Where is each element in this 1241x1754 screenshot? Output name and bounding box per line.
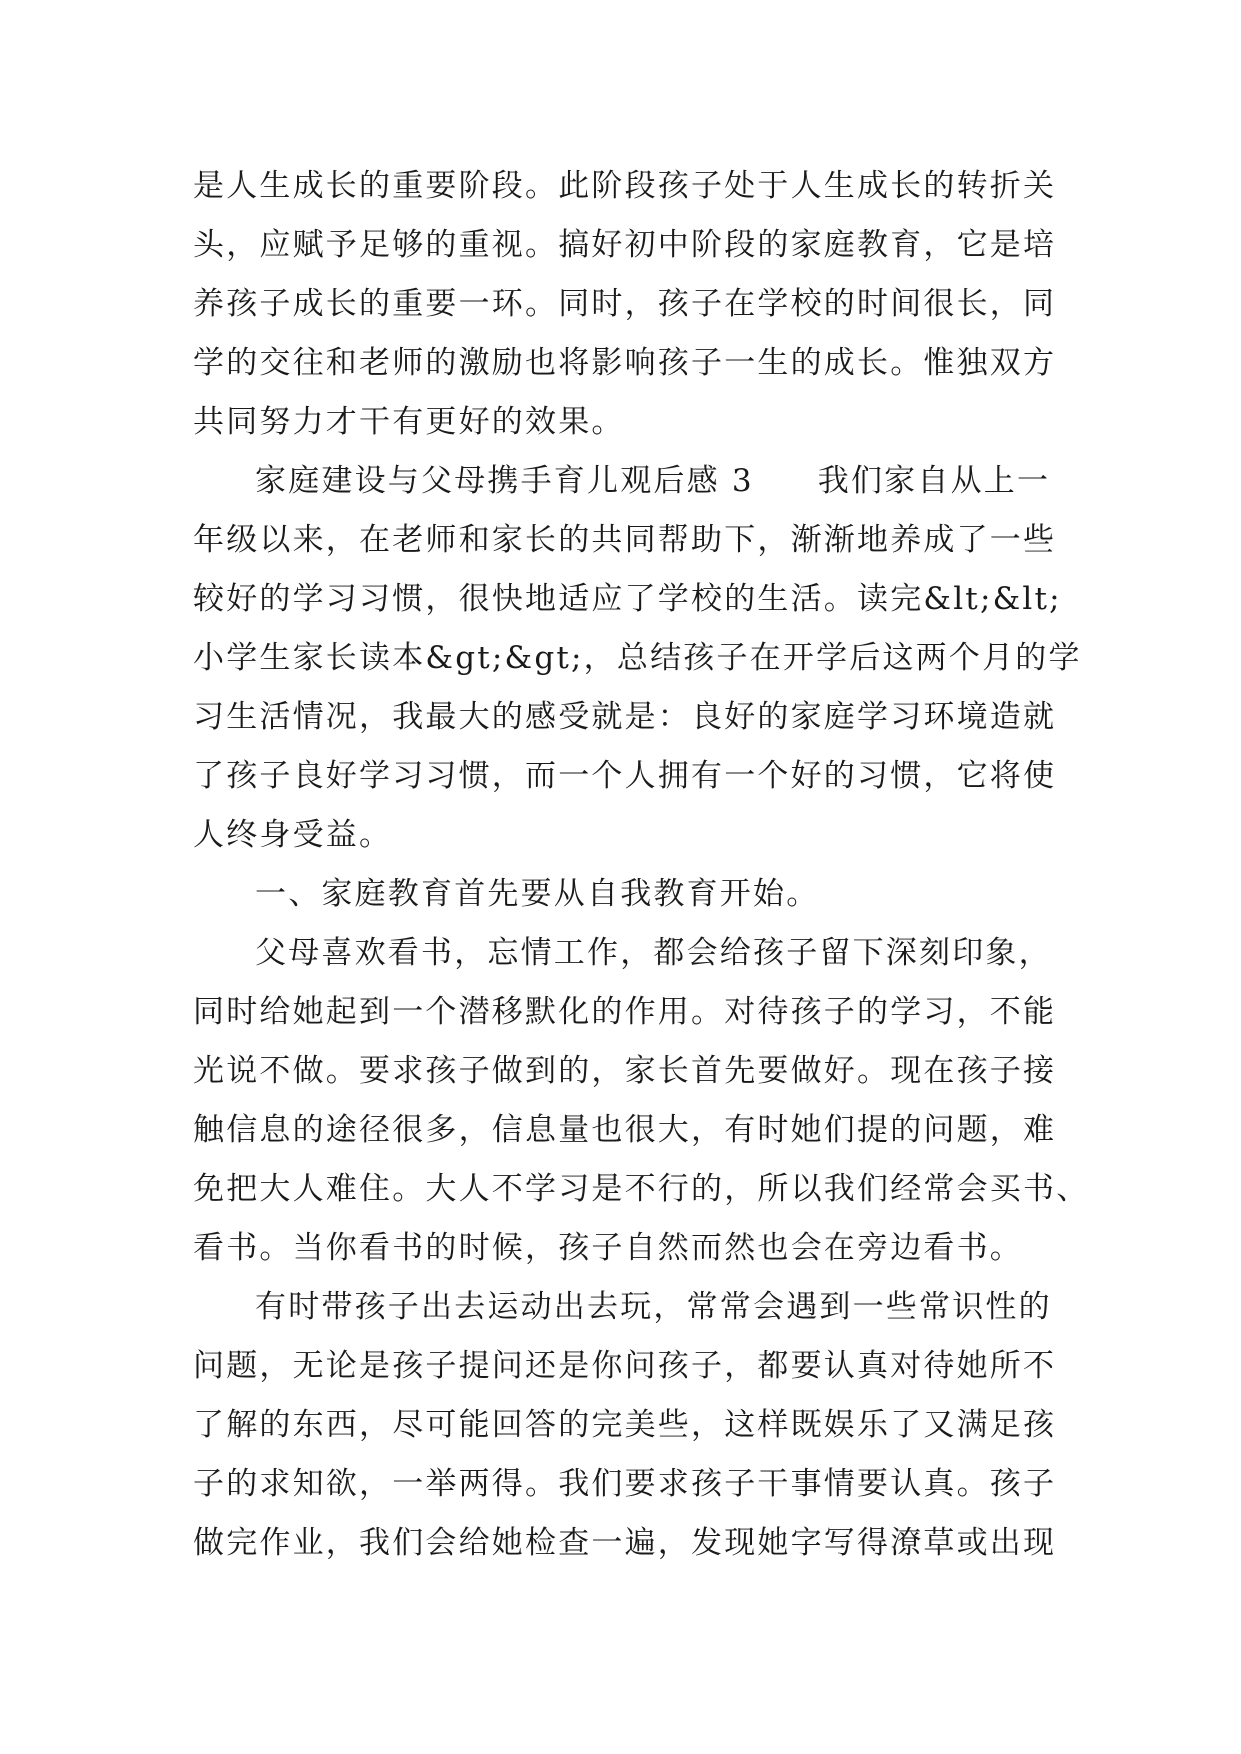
- text-line: 子的求知欲，一举两得。我们要求孩子干事情要认真。孩子: [193, 1466, 1057, 1502]
- text-line: 习生活情况，我最大的感受就是：良好的家庭学习环境造就: [193, 699, 1057, 735]
- text-line: 共同努力才干有更好的效果。: [193, 404, 625, 440]
- paragraph-start-line: 父母喜欢看书，忘情工作，都会给孩子留下深刻印象，: [255, 935, 1052, 971]
- text-line: 同时给她起到一个潜移默化的作用。对待孩子的学习，不能: [193, 994, 1057, 1030]
- paragraph-start-line: 有时带孩子出去运动出去玩，常常会遇到一些常识性的: [255, 1289, 1052, 1325]
- text-line: 了孩子良好学习习惯，而一个人拥有一个好的习惯，它将使: [193, 758, 1057, 794]
- text-line: 年级以来，在老师和家长的共同帮助下，渐渐地养成了一些: [193, 522, 1057, 558]
- section-heading: 家庭建设与父母携手育儿观后感 3: [255, 463, 754, 499]
- text-line: 光说不做。要求孩子做到的，家长首先要做好。现在孩子接: [193, 1053, 1057, 1089]
- text-line: 看书。当你看书的时候，孩子自然而然也会在旁边看书。: [193, 1230, 1023, 1266]
- text-line: 免把大人难住。大人不学习是不行的，所以我们经常会买书、: [193, 1171, 1090, 1207]
- text-line: 做完作业，我们会给她检查一遍，发现她字写得潦草或出现: [193, 1525, 1057, 1561]
- document-body: [193, 157, 1090, 1573]
- text-line: 养孩子成长的重要一环。同时，孩子在学校的时间很长，同: [193, 286, 1057, 322]
- text-line: 是人生成长的重要阶段。此阶段孩子处于人生成长的转折关: [193, 168, 1057, 204]
- subheading-line: 一、家庭教育首先要从自我教育开始。: [255, 876, 820, 912]
- text-line: 学的交往和老师的激励也将影响孩子一生的成长。惟独双方: [193, 345, 1057, 381]
- text-line: 触信息的途径很多，信息量也很大，有时她们提的问题，难: [193, 1112, 1057, 1148]
- text-line: 较好的学习习惯，很快地适应了学校的生活。读完&lt;&lt;: [193, 581, 1062, 617]
- text-line: 了解的东西，尽可能回答的完美些，这样既娱乐了又满足孩: [193, 1407, 1057, 1443]
- text-line: 小学生家长读本&gt;&gt;，总结孩子在开学后这两个月的学: [193, 640, 1082, 676]
- text-line: 头，应赋予足够的重视。搞好初中阶段的家庭教育，它是培: [193, 227, 1057, 263]
- section-heading-line: [193, 452, 1053, 511]
- text-line: 人终身受益。: [193, 817, 393, 853]
- text-line: 问题，无论是孩子提问还是你问孩子，都要认真对待她所不: [193, 1348, 1057, 1384]
- heading-continuation: 我们家自从上一: [817, 463, 1051, 499]
